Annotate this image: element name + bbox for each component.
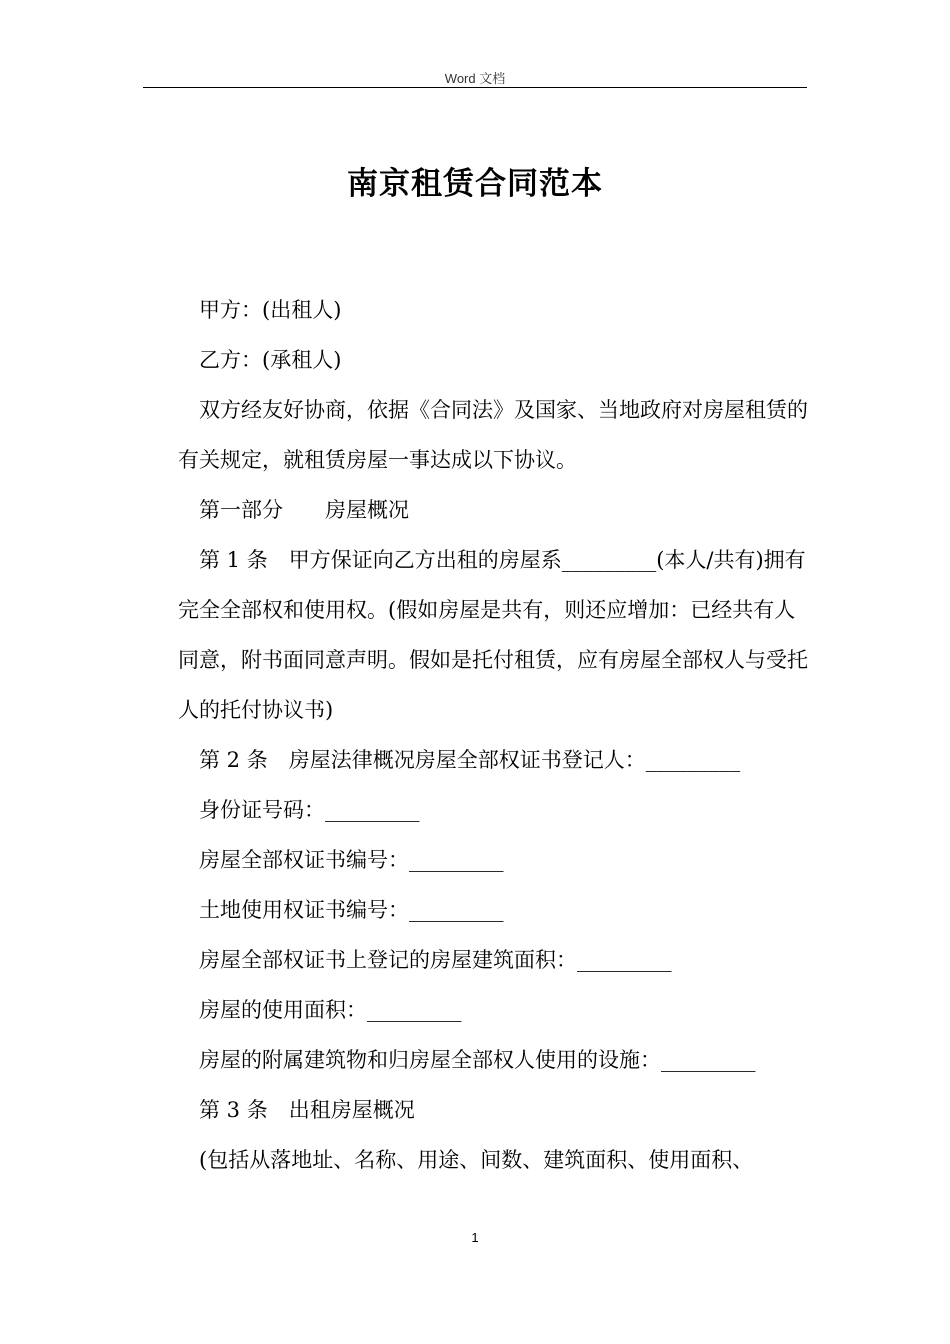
id-number-line: 身份证号码：_________ <box>199 798 420 822</box>
party-b-line: 乙方：(承租人) <box>199 348 342 372</box>
article-3-details: (包括从落地址、名称、用途、间数、建筑面积、使用面积、 <box>199 1148 754 1172</box>
document-title: 南京租赁合同范本 <box>347 166 603 202</box>
page-number: 1 <box>471 1230 479 1245</box>
article-1-paragraph: 第 1 条 甲方保证向乙方出租的房屋系_________(本人/共有)拥有完全全部权和使用权。(假如房屋是共有，则还应增加：已经共有人同意，附书面同意声明。假如是托付租赁，应有房屋全部权人与受托人的托付协议书) <box>178 548 808 722</box>
article-2-paragraph: 第 2 条 房屋法律概况房屋全部权证书登记人：_________ <box>199 748 741 772</box>
land-certificate-line: 土地使用权证书编号：_________ <box>199 898 504 922</box>
page-header: Word 文档 <box>444 71 506 86</box>
document-body <box>178 285 808 1185</box>
usable-area-line: 房屋的使用面积：_________ <box>199 998 462 1022</box>
facilities-line: 房屋的附属建筑物和归房屋全部权人使用的设施：_________ <box>199 1048 756 1072</box>
article-3-heading: 第 3 条 出租房屋概况 <box>199 1098 415 1122</box>
section-heading: 第一部分 房屋概况 <box>199 498 409 522</box>
party-a-line: 甲方：(出租人) <box>199 298 342 322</box>
preamble-paragraph: 双方经友好协商，依据《合同法》及国家、当地政府对房屋租赁的有关规定，就租赁房屋一事达成以下协议。 <box>178 398 808 472</box>
header-divider <box>143 87 807 88</box>
building-area-line: 房屋全部权证书上登记的房屋建筑面积：_________ <box>199 948 672 972</box>
certificate-number-line: 房屋全部权证书编号：_________ <box>199 848 504 872</box>
